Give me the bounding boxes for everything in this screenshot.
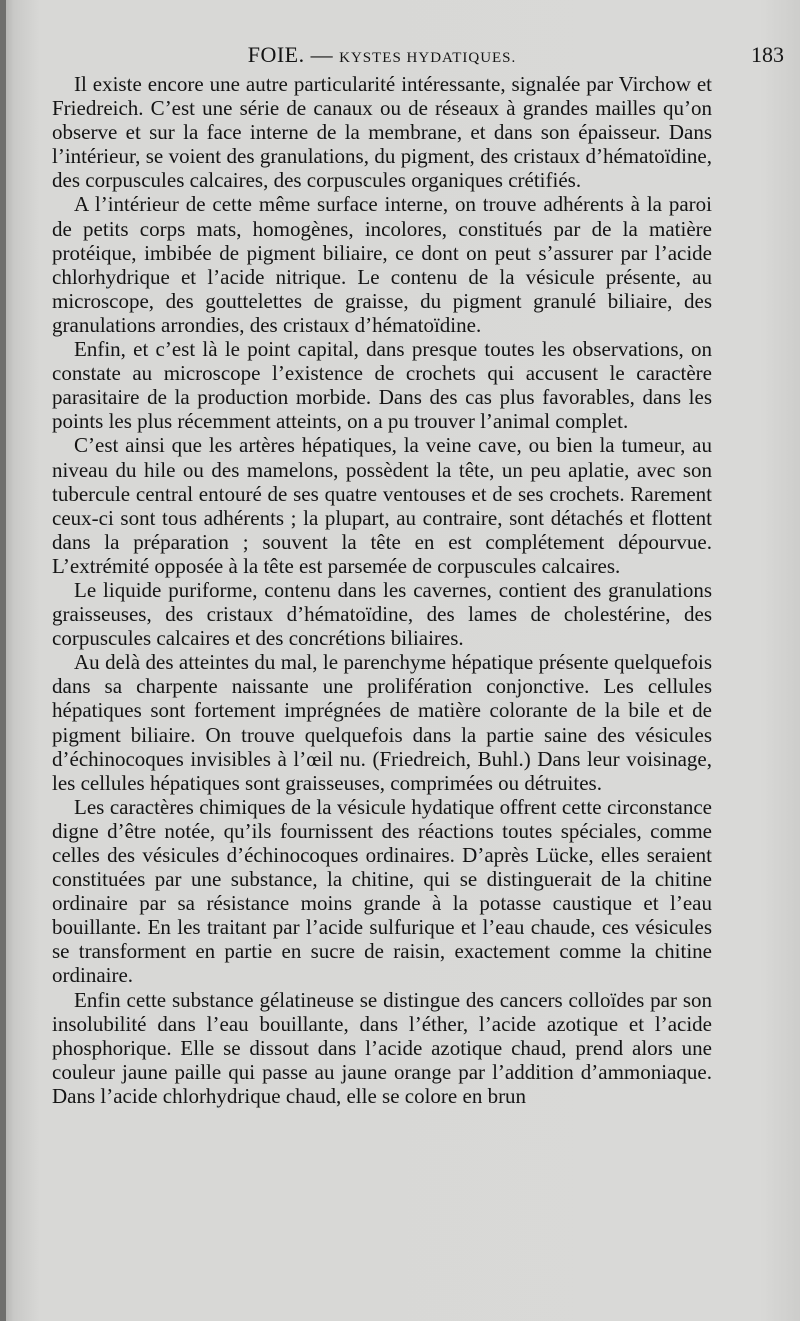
- running-title: [52, 42, 712, 68]
- running-title-main: FOIE. —: [247, 42, 334, 67]
- paragraph-3: Enfin, et c’est là le point capital, dans presque toutes les observations, on constate au microscope l’existence de crochets qui accusent le caractère parasitaire de la production morbide. Dans des cas plus favorables, dans les points les plus récemment atteints, on a pu trouver l’animal complet.: [52, 337, 712, 434]
- page-number: 183: [751, 42, 784, 67]
- paragraph-1: Il existe encore une autre particularité intéressante, signalée par Virchow et Friedreich. C’est une série de canaux ou de réseaux à grandes mailles qu’on observe et sur la face interne de la membrane, et dans son épaisseur. Dans l’intérieur, se voient des granulations, du pigment, des cristaux d’hématoïdine, des corpuscules calcaires, des corpuscules organiques crétifiés.: [52, 72, 712, 193]
- page-spine-shadow: [0, 0, 6, 1321]
- paragraph-5: Le liquide puriforme, contenu dans les cavernes, contient des granulations graisseuses, des cristaux d’hématoïdine, des lames de cholestérine, des corpuscules calcaires et des concrétions biliaires.: [52, 577, 712, 651]
- running-title-section: KYSTES HYDATIQUES.: [339, 50, 517, 66]
- running-header: [52, 40, 784, 70]
- body-text: [52, 72, 712, 1108]
- paragraph-6: Au delà des atteintes du mal, le parenchyme hépatique présente quelquefois dans sa charpente naissante une prolifération conjonctive. Les cellules hépatiques sont fortement imprégnées de matière colorante de la bile et de pigment biliaire. On trouve quelquefois dans la partie saine des vésicules d’échinocoques invisibles à l’œil nu. (Friedreich, Buhl.) Dans leur voisinage, les cellules hépatiques sont graisseuses, comprimées ou détruites.: [52, 650, 712, 795]
- paragraph-8: Enfin cette substance gélatineuse se distingue des cancers colloïdes par son insolubilité dans l’eau bouillante, dans l’éther, l’acide azotique et l’acide phosphorique. Elle se dissout dans l’acide azotique chaud, prend alors une couleur jaune paille qui passe au jaune orange par l’addition d’ammoniaque. Dans l’acide chlorhydrique chaud, elle se colore en brun: [52, 987, 712, 1108]
- paragraph-2: A l’intérieur de cette même surface interne, on trouve adhérents à la paroi de petits corps mats, homogènes, incolores, constitués par de la matière protéique, imbibée de pigment biliaire, ce dont on peut s’assurer par l’acide chlorhydrique et l’acide nitrique. Le contenu de la vésicule présente, au microscope, des gouttelettes de graisse, du pigment granulé biliaire, des granulations arrondies, des cristaux d’hématoïdine.: [52, 192, 712, 337]
- paragraph-7: Les caractères chimiques de la vésicule hydatique offrent cette circonstance digne d’être notée, qu’ils fournissent des réactions toutes spéciales, comme celles des vésicules d’échinocoques ordinaires. D’après Lücke, elles seraient constituées par une substance, la chitine, qui se distinguerait de la chitine ordinaire par sa résistance moins grande à la potasse caustique et l’eau bouillante. En les traitant par l’acide sulfurique et l’eau chaude, ces vésicules se transforment en partie en sucre de raisin, exactement comme la chitine ordinaire.: [52, 794, 712, 988]
- paragraph-4: C’est ainsi que les artères hépatiques, la veine cave, ou bien la tumeur, au niveau du hile ou des mamelons, possèdent la tête, un peu aplatie, avec son tubercule central entouré de ses quatre ventouses et de ses crochets. Rarement ceux-ci sont tous adhérents ; la plupart, au contraire, sont détachés et flottent dans la préparation ; souvent la tête en est complétement dépourvue. L’extrémité opposée à la tête est parsemée de corpuscules calcaires.: [52, 433, 712, 578]
